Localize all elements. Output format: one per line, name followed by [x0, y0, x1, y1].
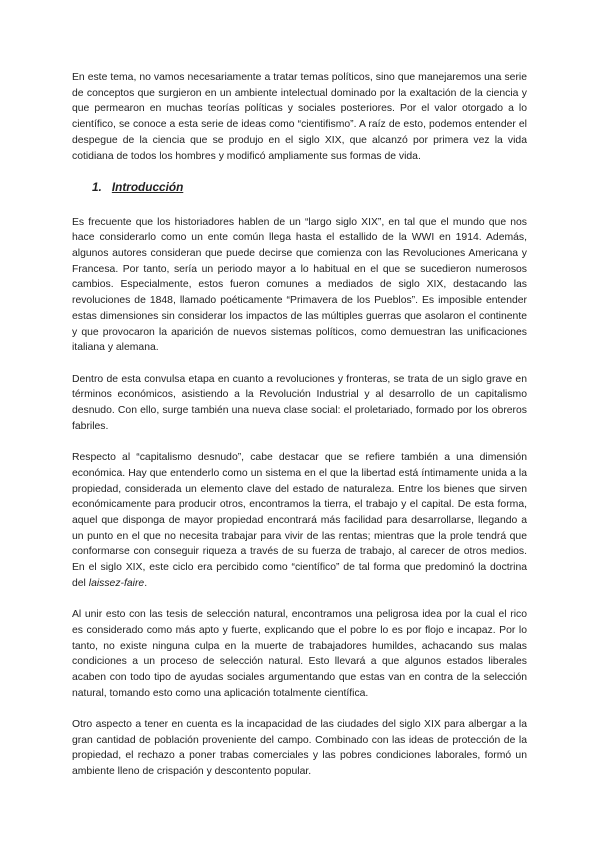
- capitalism-text: Respecto al “capitalismo desnudo”, cabe destacar que se refiere también a una dimensión económica. Hay que entenderlo como un sistema en el que la libertad está íntimamente unida a la propiedad, considerada un elemento clave del estado de naturaleza. Entre los bienes que sirven económicamente para producir otros, encontramos la tierra, el trabajo y el capital. De esta forma, aquel que disponga de mayor propiedad encontrará más facilidad para desarrollarse, llegando a un punto en el que no necesita trabajar para vivir de las rentas; mientras que la prole tendrá que conformarse con conseguir riqueza a través de su fuerza de trabajo, al carecer de otros medios. En el siglo XIX, este ciclo era percibido como “científico” de tal forma que predominó la doctrina del: [72, 452, 527, 589]
- paragraph-cities: Otro aspecto a tener en cuenta es la incapacidad de las ciudades del siglo XIX para albergar a la gran cantidad de población proveniente del campo. Combinado con las ideas de protección de la propiedad, el rechazo a poner trabas comerciales y las pobres condiciones laborales, formó un ambiente lleno de crispación y descontento popular.: [72, 719, 527, 778]
- paragraph-capitalism: [72, 450, 527, 591]
- intro-paragraph: En este tema, no vamos necesariamente a tratar temas políticos, sino que manejaremos una serie de conceptos que surgieron en un ambiente intelectual dominado por la exaltación de la ciencia y que permearon en muchas teorías políticas y sociales posteriores. Por el valor otorgado a lo científico, se conoce a esta serie de ideas como “cientifismo”. A raíz de esto, podemos entender el despegue de la ciencia que se produjo en el siglo XIX, que alcanzó por primera vez la vida cotidiana de todos los hombres y modificó ampliamente sus formas de vida.: [72, 72, 527, 162]
- capitalism-text-end: .: [144, 577, 148, 589]
- paragraph-natural-selection: Al unir esto con las tesis de selección natural, encontramos una peligrosa idea por la cual el rico es considerado como más apto y fuerte, explicando que el pobre lo es por flojo e incapaz. Por lo tanto, no existe ninguna culpa en la muerte de trabajadores humildes, achacando sus malas condiciones a un proceso de selección natural. Esto llevará a que algunos estados liberales acaben con todo tipo de ayudas sociales argumentando que estas van en contra de la selección natural, tomando esto como una aplicación totalmente científica.: [72, 609, 527, 699]
- section-title: Introducción: [111, 179, 184, 194]
- section-number: 1.: [92, 179, 102, 194]
- document-page: [72, 70, 527, 796]
- paragraph-economy: Dentro de esta convulsa etapa en cuanto a revoluciones y fronteras, se trata de un siglo grave en términos económicos, asistiendo a la Revolución Industrial y al desarrollo de un capitalismo desnudo. Con ello, surge también una nueva clase social: el proletariado, formado por los obreros fabriles.: [72, 373, 527, 432]
- laissez-faire-term: laissez-faire: [88, 577, 145, 589]
- paragraph-long-century: Es frecuente que los historiadores hablen de un “largo siglo XIX”, en tal que el mundo que nos hace considerarlo como un ente común llega hasta el estallido de la WWI en 1914. Además, algunos autores consideran que puede decirse que comienza con las Revoluciones Americana y Francesa. Por tanto, sería un periodo mayor a lo habitual en el que se sucedieron numerosos cambios. Especialmente, estos fueron comunes a mediados de siglo XIX, destacando las revoluciones de 1848, llamado poéticamente “Primavera de los Pueblos”. Es imposible entender estas dimensiones sin considerar los impactos de las múltiples guerras que asolaron el continente y que provocaron la aparición de nuevos sistemas políticos, como demuestran las unificaciones italiana y alemana.: [72, 216, 527, 354]
- section-heading: [92, 180, 527, 196]
